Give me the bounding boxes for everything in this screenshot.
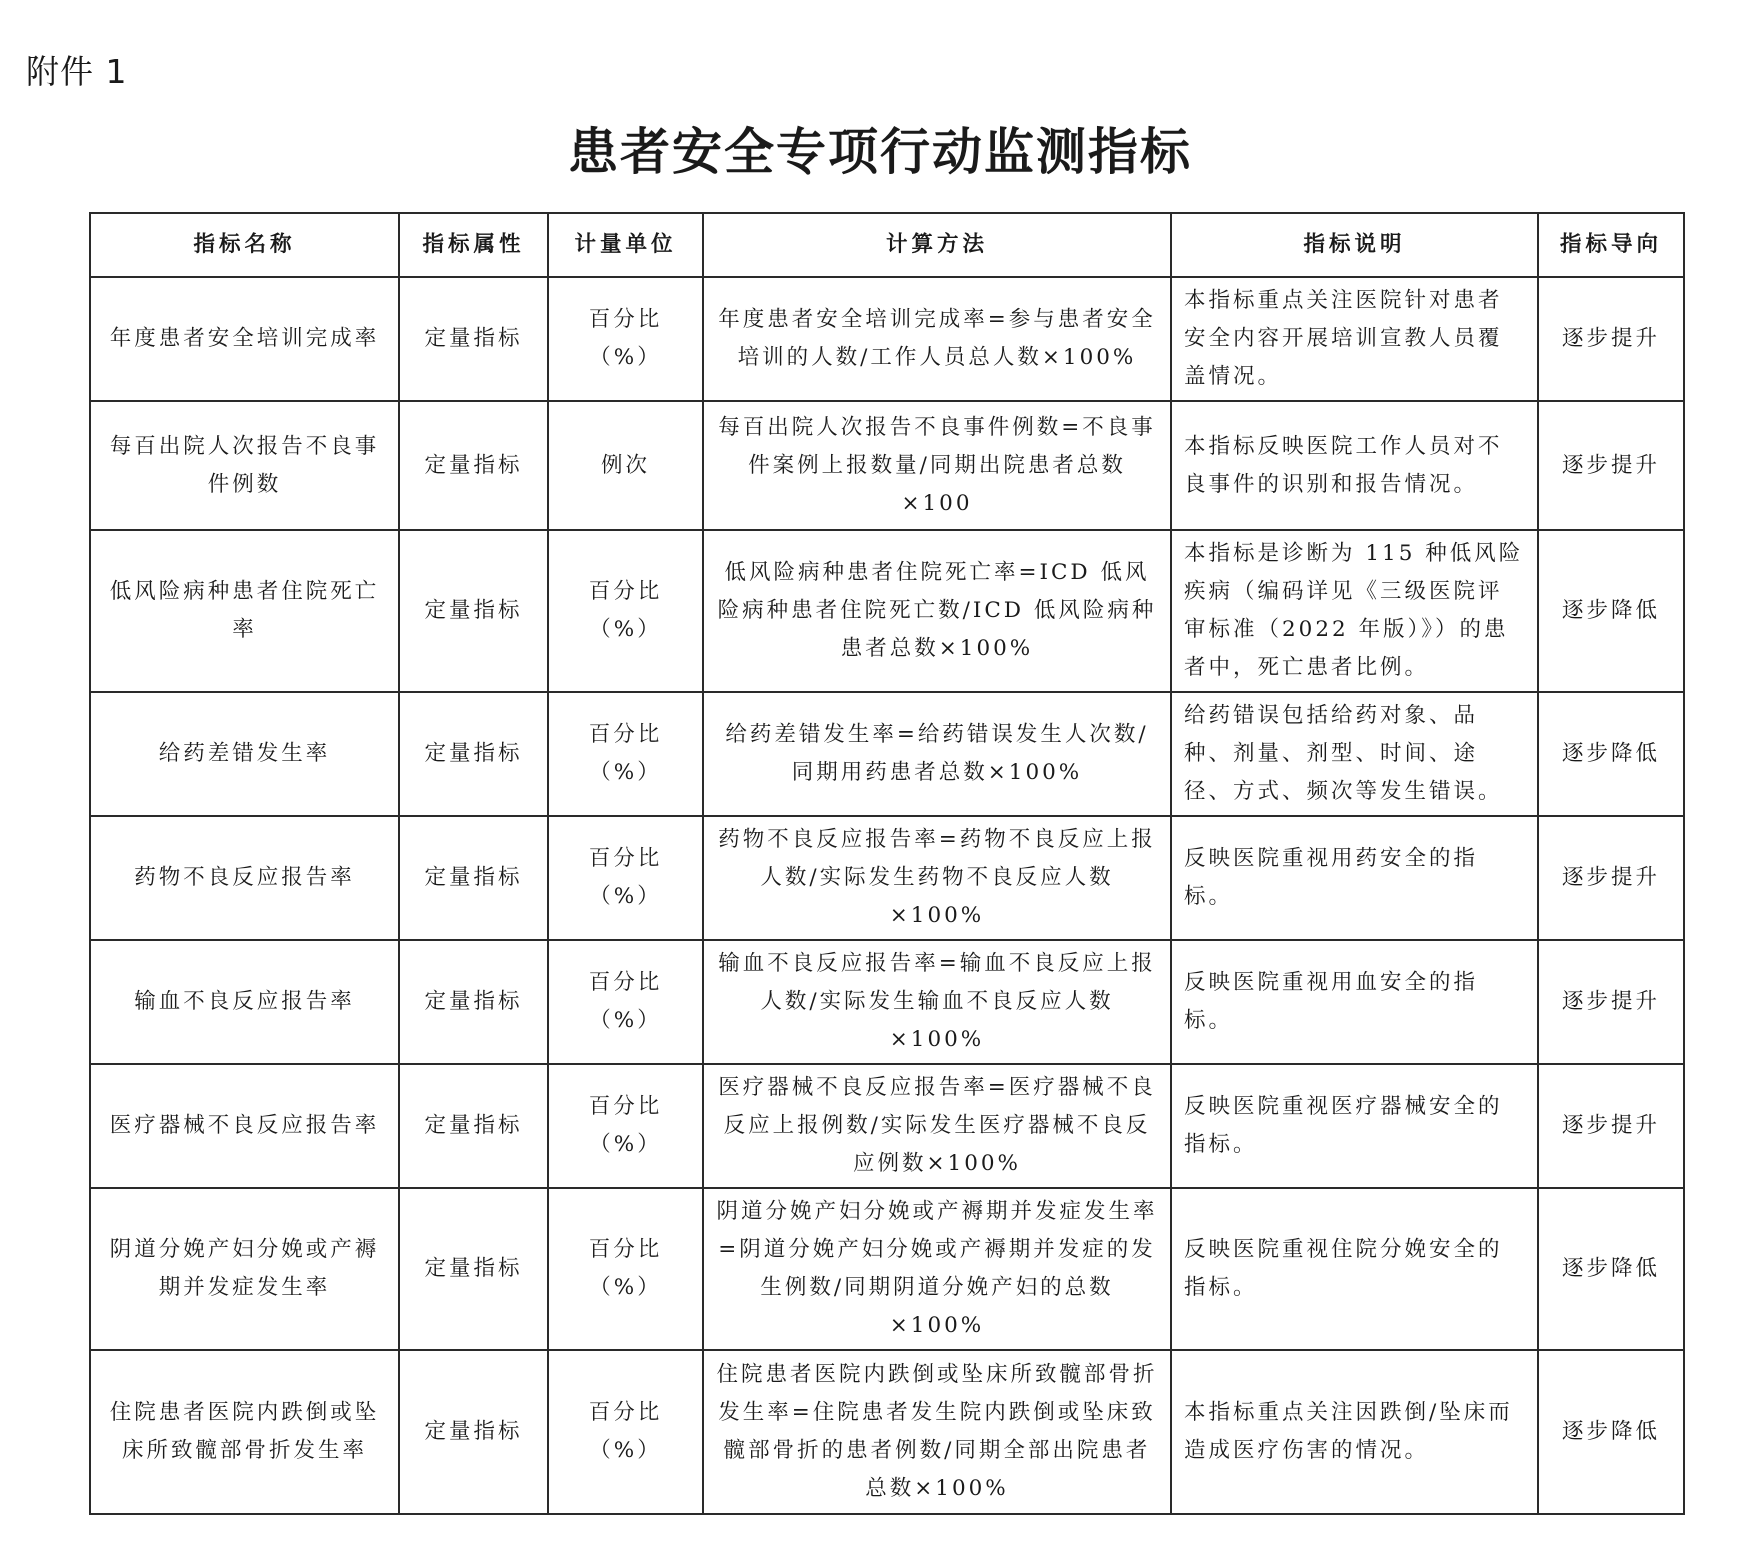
cell-name: 阴道分娩产妇分娩或产褥期并发症发生率 <box>90 1188 399 1350</box>
column-header-direction: 指标导向 <box>1538 213 1684 277</box>
cell-method: 低风险病种患者住院死亡率=ICD 低风险病种患者住院死亡数/ICD 低风险病种患者总数×100% <box>703 530 1171 692</box>
cell-method: 医疗器械不良反应报告率=医疗器械不良反应上报例数/实际发生医疗器械不良反应例数×100% <box>703 1064 1171 1188</box>
document-title: 患者安全专项行动监测指标 <box>568 123 1192 181</box>
cell-direction: 逐步降低 <box>1538 1188 1684 1350</box>
cell-direction: 逐步提升 <box>1538 816 1684 940</box>
column-header-unit: 计量单位 <box>548 213 703 277</box>
table-row <box>90 1188 1684 1350</box>
indicator-table <box>89 212 1685 1515</box>
cell-direction: 逐步提升 <box>1538 940 1684 1064</box>
cell-description: 反映医院重视用药安全的指标。 <box>1171 816 1538 940</box>
cell-description: 给药错误包括给药对象、品种、剂量、剂型、时间、途径、方式、频次等发生错误。 <box>1171 692 1538 816</box>
table-row <box>90 277 1684 401</box>
column-header-name: 指标名称 <box>90 213 399 277</box>
cell-attribute: 定量指标 <box>399 277 548 401</box>
cell-description: 本指标重点关注因跌倒/坠床而造成医疗伤害的情况。 <box>1171 1350 1538 1514</box>
cell-unit: 百分比（%） <box>548 530 703 692</box>
cell-attribute: 定量指标 <box>399 940 548 1064</box>
table-row <box>90 530 1684 692</box>
cell-unit: 百分比（%） <box>548 1188 703 1350</box>
table-row <box>90 692 1684 816</box>
cell-direction: 逐步降低 <box>1538 1350 1684 1514</box>
cell-unit: 百分比（%） <box>548 1350 703 1514</box>
cell-name: 药物不良反应报告率 <box>90 816 399 940</box>
cell-description: 反映医院重视住院分娩安全的指标。 <box>1171 1188 1538 1350</box>
cell-name: 输血不良反应报告率 <box>90 940 399 1064</box>
cell-method: 阴道分娩产妇分娩或产褥期并发症发生率=阴道分娩产妇分娩或产褥期并发症的发生例数/同期阴道分娩产妇的总数×100% <box>703 1188 1171 1350</box>
column-header-method: 计算方法 <box>703 213 1171 277</box>
table-row <box>90 816 1684 940</box>
cell-unit: 百分比（%） <box>548 277 703 401</box>
cell-method: 药物不良反应报告率=药物不良反应上报人数/实际发生药物不良反应人数×100% <box>703 816 1171 940</box>
cell-method: 输血不良反应报告率=输血不良反应上报人数/实际发生输血不良反应人数×100% <box>703 940 1171 1064</box>
cell-description: 反映医院重视医疗器械安全的指标。 <box>1171 1064 1538 1188</box>
cell-attribute: 定量指标 <box>399 1350 548 1514</box>
table-row <box>90 401 1684 530</box>
cell-description: 本指标反映医院工作人员对不良事件的识别和报告情况。 <box>1171 401 1538 530</box>
cell-unit: 百分比（%） <box>548 1064 703 1188</box>
cell-unit: 百分比（%） <box>548 940 703 1064</box>
cell-direction: 逐步提升 <box>1538 277 1684 401</box>
cell-direction: 逐步降低 <box>1538 692 1684 816</box>
cell-description: 反映医院重视用血安全的指标。 <box>1171 940 1538 1064</box>
cell-attribute: 定量指标 <box>399 816 548 940</box>
table-row <box>90 940 1684 1064</box>
cell-direction: 逐步提升 <box>1538 1064 1684 1188</box>
cell-attribute: 定量指标 <box>399 401 548 530</box>
column-header-attribute: 指标属性 <box>399 213 548 277</box>
cell-attribute: 定量指标 <box>399 692 548 816</box>
cell-unit: 例次 <box>548 401 703 530</box>
attachment-label: 附件 1 <box>26 52 128 91</box>
cell-method: 年度患者安全培训完成率=参与患者安全培训的人数/工作人员总人数×100% <box>703 277 1171 401</box>
cell-name: 住院患者医院内跌倒或坠床所致髋部骨折发生率 <box>90 1350 399 1514</box>
cell-attribute: 定量指标 <box>399 1064 548 1188</box>
cell-description: 本指标是诊断为 115 种低风险疾病（编码详见《三级医院评审标准（2022 年版）》）的患者中，死亡患者比例。 <box>1171 530 1538 692</box>
table-row <box>90 1350 1684 1514</box>
cell-method: 每百出院人次报告不良事件例数=不良事件案例上报数量/同期出院患者总数×100 <box>703 401 1171 530</box>
cell-direction: 逐步提升 <box>1538 401 1684 530</box>
column-header-description: 指标说明 <box>1171 213 1538 277</box>
cell-attribute: 定量指标 <box>399 530 548 692</box>
cell-unit: 百分比（%） <box>548 816 703 940</box>
cell-name: 低风险病种患者住院死亡率 <box>90 530 399 692</box>
cell-method: 给药差错发生率=给药错误发生人次数/同期用药患者总数×100% <box>703 692 1171 816</box>
cell-method: 住院患者医院内跌倒或坠床所致髋部骨折发生率=住院患者发生院内跌倒或坠床致髋部骨折的患者例数/同期全部出院患者总数×100% <box>703 1350 1171 1514</box>
cell-unit: 百分比（%） <box>548 692 703 816</box>
cell-name: 给药差错发生率 <box>90 692 399 816</box>
cell-name: 年度患者安全培训完成率 <box>90 277 399 401</box>
table-header-row <box>90 213 1684 277</box>
cell-name: 每百出院人次报告不良事件例数 <box>90 401 399 530</box>
cell-description: 本指标重点关注医院针对患者安全内容开展培训宣教人员覆盖情况。 <box>1171 277 1538 401</box>
table-row <box>90 1064 1684 1188</box>
cell-direction: 逐步降低 <box>1538 530 1684 692</box>
cell-attribute: 定量指标 <box>399 1188 548 1350</box>
cell-name: 医疗器械不良反应报告率 <box>90 1064 399 1188</box>
